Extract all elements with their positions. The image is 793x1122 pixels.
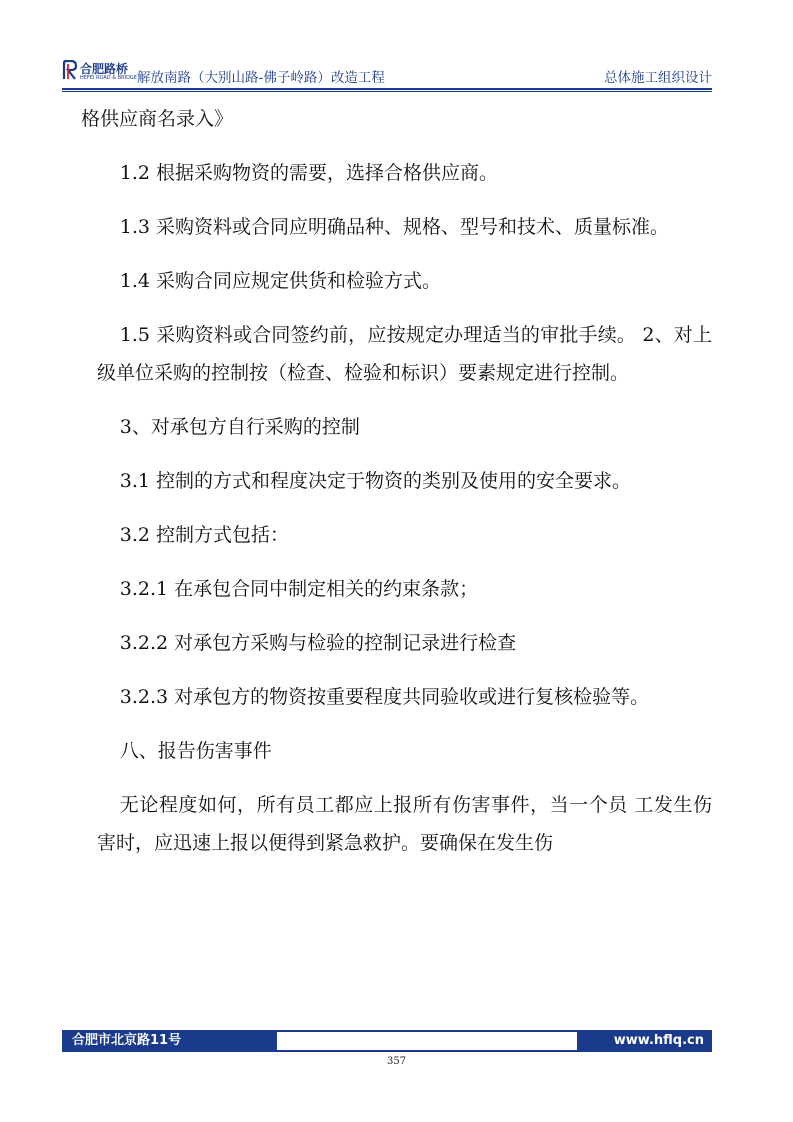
paragraph: 3.2.3 对承包方的物资按重要程度共同验收或进行复核检验等。 <box>119 686 650 708</box>
page-header <box>62 58 712 88</box>
logo-subtext: HEFEI ROAD & BRIDGE <box>80 75 137 81</box>
paragraph: 3.2.1 在承包合同中制定相关的约束条款； <box>119 578 479 600</box>
paragraph: 3、对承包方自行采购的控制 <box>119 416 360 438</box>
document-body <box>81 100 712 878</box>
paragraph: 无论程度如何，所有员工都应上报所有伤害事件，当一个员 工发生伤害时，应迅速上报以便得到紧急救护。要确保在发生伤 <box>97 794 712 854</box>
page-number: 357 <box>386 1056 407 1067</box>
page-footer <box>62 1030 712 1052</box>
paragraph <box>81 208 712 246</box>
section-heading: 八、报告伤害事件 <box>119 740 272 762</box>
company-logo <box>62 60 137 84</box>
paragraph: 3.2.2 对承包方采购与检验的控制记录进行检查 <box>119 632 517 654</box>
header-divider <box>62 88 712 90</box>
footer-address: 合肥市北京路11号 <box>62 1030 277 1052</box>
paragraph: 格供应商名录入》 <box>81 108 234 130</box>
logo-text: 合肥路桥 <box>80 62 129 76</box>
paragraph: 1.2 根据采购物资的需要，选择合格供应商。 <box>119 162 499 184</box>
paragraph: 1.5 采购资料或合同签约前，应按规定办理适当的审批手续。 2、对上级单位采购的控制按（检查、检验和标识）要素规定进行控制。 <box>97 324 712 384</box>
logo-mark-icon <box>62 60 78 80</box>
paragraph-text: 1.3 采购资料或合同应明确品种、规格、型号和技术、质量标准。 <box>119 216 670 238</box>
footer-website: www.hflq.cn <box>577 1030 712 1052</box>
header-divider-thin <box>62 91 712 92</box>
project-title: 解放南路（大别山路-佛子岭路）改造工程 <box>137 70 385 86</box>
paragraph: 3.1 控制的方式和程度决定于物资的类别及使用的安全要求。 <box>119 470 632 492</box>
footer-band <box>277 1030 577 1052</box>
paragraph: 1.4 采购合同应规定供货和检验方式。 <box>119 270 442 292</box>
paragraph: 3.2 控制方式包括： <box>119 524 290 546</box>
document-title: 总体施工组织设计 <box>604 70 712 86</box>
